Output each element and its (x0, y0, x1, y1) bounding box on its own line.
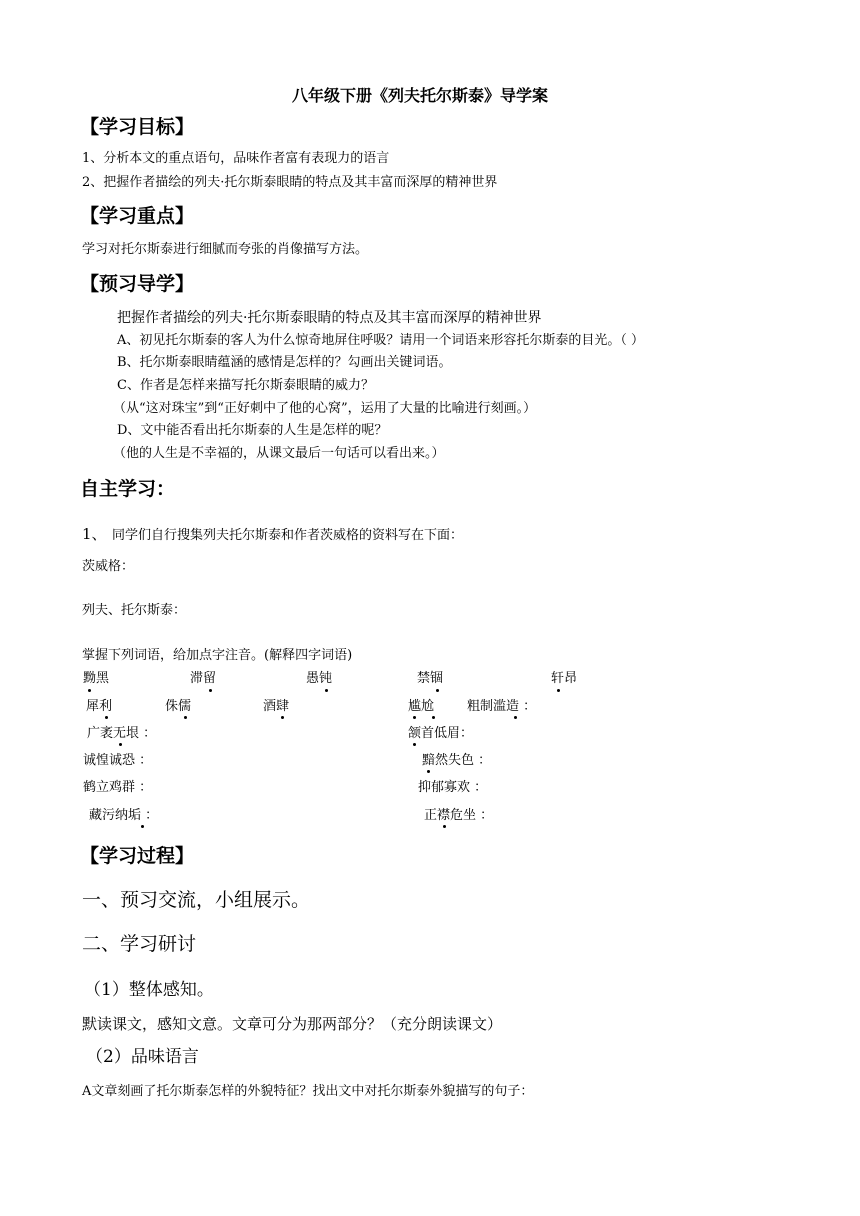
vocab-word: 轩昂 (551, 671, 578, 686)
emphasis-dot (119, 743, 122, 746)
idiom: 诚惶诚恐 ： (83, 753, 153, 768)
vocab-word: 尴尬 (408, 699, 435, 714)
sub-1-text: 默读课文，感知文意。文章可分为那两部分？（充分朗读课文） (82, 1015, 503, 1033)
sub-2-text: A文章刻画了托尔斯泰怎样的外貌特征？找出文中对托尔斯泰外貌描写的句子： (82, 1084, 534, 1099)
step-2-heading: 二、学习研讨 (82, 933, 197, 955)
vocab-word: 愚钝 (306, 671, 333, 686)
vocab-word: 粗制滥造 ： (467, 699, 537, 714)
emphasis-dot (436, 689, 439, 692)
emphasis-dot (141, 825, 144, 828)
zweig-label: 茨威格： (82, 559, 135, 574)
vocab-word: 滞留 (190, 671, 217, 686)
step-1-heading: 一、预习交流，小组展示。 (82, 889, 311, 911)
self-study-item-text: 同学们自行搜集列夫托尔斯泰和作者茨威格的资料写在下面： (112, 528, 464, 543)
sub-heading-2: （2）品味语言 (86, 1047, 199, 1067)
vocab-word: 犀利 (86, 699, 113, 714)
idiom: 广袤无垠 ： (87, 726, 157, 741)
vocab-intro: 掌握下列词语，给加点字注音。(解释四字词语) (82, 648, 353, 663)
emphasis-dot (325, 689, 328, 692)
emphasis-dot (514, 716, 517, 719)
preview-answer-c: （从“这对珠宝”到“正好刺中了他的心窝”，运用了大量的比喻进行刻画。） (113, 401, 537, 416)
emphasis-dot (209, 689, 212, 692)
emphasis-dot (105, 716, 108, 719)
emphasis-dot (413, 743, 416, 746)
vocab-word: 侏儒 (165, 699, 192, 714)
emphasis-dot (557, 689, 560, 692)
idiom: 鹤立鸡群 ： (83, 780, 153, 795)
emphasis-dot (281, 716, 284, 719)
idiom: 藏污纳垢 ： (89, 808, 159, 823)
preview-question-c: C、作者是怎样来描写托尔斯泰眼睛的威力？ (117, 378, 374, 393)
focus-text: 学习对托尔斯泰进行细腻而夸张的肖像描写方法。 (82, 242, 369, 257)
preview-answer-d: （他的人生是不幸福的，从课文最后一句话可以看出来。） (113, 446, 445, 461)
self-study-heading: 自主学习： (80, 478, 176, 500)
goal-1: 1、分析本文的重点语句，品味作者富有表现力的语言 (82, 151, 390, 166)
emphasis-dot (443, 825, 446, 828)
idiom: 颔首低眉： (408, 726, 474, 741)
idiom: 抑郁寡欢 ： (418, 780, 488, 795)
idiom: 正襟危坐 ： (424, 808, 494, 823)
goals-heading: 【学习目标】 (80, 116, 195, 138)
vocab-word: 禁锢 (417, 671, 444, 686)
process-heading: 【学习过程】 (80, 845, 195, 867)
emphasis-dot (184, 716, 187, 719)
emphasis-dot (413, 716, 416, 719)
preview-heading: 【预习导学】 (80, 273, 195, 295)
preview-question-a: A、初见托尔斯泰的客人为什么惊奇地屏住呼吸？请用一个词语来形容托尔斯泰的目光。（ ） (117, 333, 645, 348)
preview-question-b: B、托尔斯泰眼睛蕴涵的感情是怎样的？勾画出关键词语。 (117, 355, 452, 370)
vocab-word: 黝黑 (83, 671, 110, 686)
page-title: 八年级下册《列夫托尔斯泰》导学案 (292, 86, 549, 105)
idiom: 黯然失色 ： (422, 753, 492, 768)
sub-heading-1: （1）整体感知。 (84, 980, 214, 1000)
tolstoy-label: 列夫、托尔斯泰： (82, 603, 187, 618)
goal-2: 2、把握作者描绘的列夫·托尔斯泰眼睛的特点及其丰富而深厚的精神世界 (82, 175, 498, 190)
preview-intro: 把握作者描绘的列夫·托尔斯泰眼睛的特点及其丰富而深厚的精神世界 (117, 310, 542, 326)
emphasis-dot (427, 770, 430, 773)
self-study-item-number: 1、 (82, 525, 107, 543)
vocab-word: 酒肆 (263, 699, 290, 714)
preview-question-d: D、文中能否看出托尔斯泰的人生是怎样的呢？ (117, 423, 388, 438)
emphasis-dot (432, 716, 435, 719)
emphasis-dot (88, 689, 91, 692)
focus-heading: 【学习重点】 (80, 205, 195, 227)
